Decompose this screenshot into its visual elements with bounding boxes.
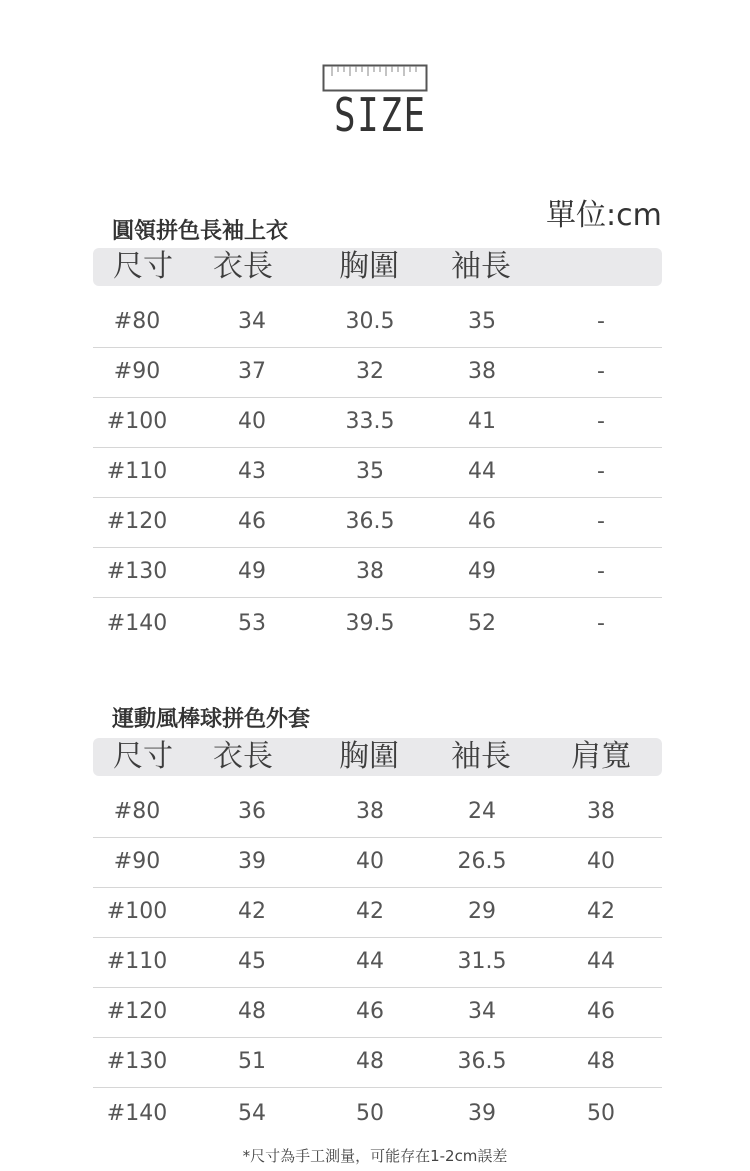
cell-length: 36 (238, 799, 266, 824)
header-shoulder: 肩寬 (571, 739, 631, 774)
cell-shoulder: 40 (587, 849, 615, 874)
table-row (93, 600, 662, 650)
cell-shoulder: - (597, 611, 605, 636)
cell-length: 37 (238, 359, 266, 384)
cell-chest: 38 (356, 559, 384, 584)
cell-length: 53 (238, 611, 266, 636)
table-row (93, 498, 662, 548)
table-row (93, 838, 662, 888)
header-sleeve: 袖長 (451, 739, 511, 774)
table-row (93, 888, 662, 938)
cell-shoulder: 46 (587, 999, 615, 1024)
cell-chest: 44 (356, 949, 384, 974)
cell-sleeve: 38 (468, 359, 496, 384)
table-row (93, 1090, 662, 1140)
cell-shoulder: 50 (587, 1101, 615, 1126)
cell-shoulder: 48 (587, 1049, 615, 1074)
cell-size: #90 (113, 849, 161, 874)
size-logo-text: SIZE (334, 88, 427, 142)
cell-length: 40 (238, 409, 266, 434)
unit-label: 單位:cm (546, 198, 662, 233)
cell-shoulder: - (597, 459, 605, 484)
table-row (93, 988, 662, 1038)
table-row (93, 398, 662, 448)
cell-sleeve: 24 (468, 799, 496, 824)
cell-sleeve: 44 (468, 459, 496, 484)
cell-sleeve: 31.5 (457, 949, 507, 974)
cell-chest: 36.5 (345, 509, 395, 534)
cell-size: #80 (113, 309, 161, 334)
cell-length: 46 (238, 509, 266, 534)
header-size: 尺寸 (113, 249, 173, 284)
row-divider (93, 1087, 662, 1088)
table-row (93, 938, 662, 988)
table-row (93, 1038, 662, 1088)
header-size: 尺寸 (113, 739, 173, 774)
cell-chest: 35 (356, 459, 384, 484)
cell-chest: 42 (356, 899, 384, 924)
cell-shoulder: - (597, 559, 605, 584)
cell-sleeve: 46 (468, 509, 496, 534)
cell-length: 51 (238, 1049, 266, 1074)
cell-sleeve: 36.5 (457, 1049, 507, 1074)
table-row (93, 448, 662, 498)
cell-length: 43 (238, 459, 266, 484)
cell-size: #140 (106, 1101, 168, 1126)
size-logo (322, 64, 430, 152)
cell-length: 48 (238, 999, 266, 1024)
cell-shoulder: 42 (587, 899, 615, 924)
header-length: 衣長 (213, 249, 273, 284)
cell-length: 54 (238, 1101, 266, 1126)
cell-sleeve: 41 (468, 409, 496, 434)
cell-size: #110 (106, 949, 168, 974)
table-row (93, 298, 662, 348)
table-row (93, 548, 662, 598)
cell-sleeve: 26.5 (457, 849, 507, 874)
table-row (93, 788, 662, 838)
cell-shoulder: - (597, 509, 605, 534)
cell-length: 49 (238, 559, 266, 584)
cell-chest: 39.5 (345, 611, 395, 636)
table-2-title: 運動風棒球拼色外套 (112, 707, 311, 732)
table-1-title: 圓領拼色長袖上衣 (112, 219, 289, 244)
cell-shoulder: 38 (587, 799, 615, 824)
cell-sleeve: 34 (468, 999, 496, 1024)
cell-shoulder: - (597, 359, 605, 384)
cell-length: 34 (238, 309, 266, 334)
cell-size: #120 (106, 999, 168, 1024)
header-chest: 胸圍 (339, 739, 399, 774)
cell-size: #140 (106, 611, 168, 636)
header-chest: 胸圍 (339, 249, 399, 284)
cell-sleeve: 49 (468, 559, 496, 584)
cell-chest: 38 (356, 799, 384, 824)
cell-chest: 50 (356, 1101, 384, 1126)
cell-chest: 46 (356, 999, 384, 1024)
header-sleeve: 袖長 (451, 249, 511, 284)
cell-sleeve: 35 (468, 309, 496, 334)
cell-length: 39 (238, 849, 266, 874)
header-length: 衣長 (213, 739, 273, 774)
measurement-footnote: *尺寸為手工測量，可能存在1-2cm誤差 (242, 1147, 508, 1165)
table-1-header (93, 248, 662, 286)
cell-size: #100 (106, 899, 168, 924)
cell-chest: 33.5 (345, 409, 395, 434)
cell-sleeve: 39 (468, 1101, 496, 1126)
cell-chest: 40 (356, 849, 384, 874)
cell-chest: 30.5 (345, 309, 395, 334)
cell-chest: 32 (356, 359, 384, 384)
row-divider (93, 597, 662, 598)
cell-size: #80 (113, 799, 161, 824)
cell-size: #130 (106, 1049, 168, 1074)
table-row (93, 348, 662, 398)
cell-size: #110 (106, 459, 168, 484)
cell-size: #120 (106, 509, 168, 534)
cell-length: 42 (238, 899, 266, 924)
cell-sleeve: 52 (468, 611, 496, 636)
cell-shoulder: 44 (587, 949, 615, 974)
cell-size: #90 (113, 359, 161, 384)
cell-shoulder: - (597, 309, 605, 334)
cell-size: #130 (106, 559, 168, 584)
cell-shoulder: - (597, 409, 605, 434)
cell-size: #100 (106, 409, 168, 434)
cell-length: 45 (238, 949, 266, 974)
table-2-header (93, 738, 662, 776)
cell-chest: 48 (356, 1049, 384, 1074)
cell-sleeve: 29 (468, 899, 496, 924)
